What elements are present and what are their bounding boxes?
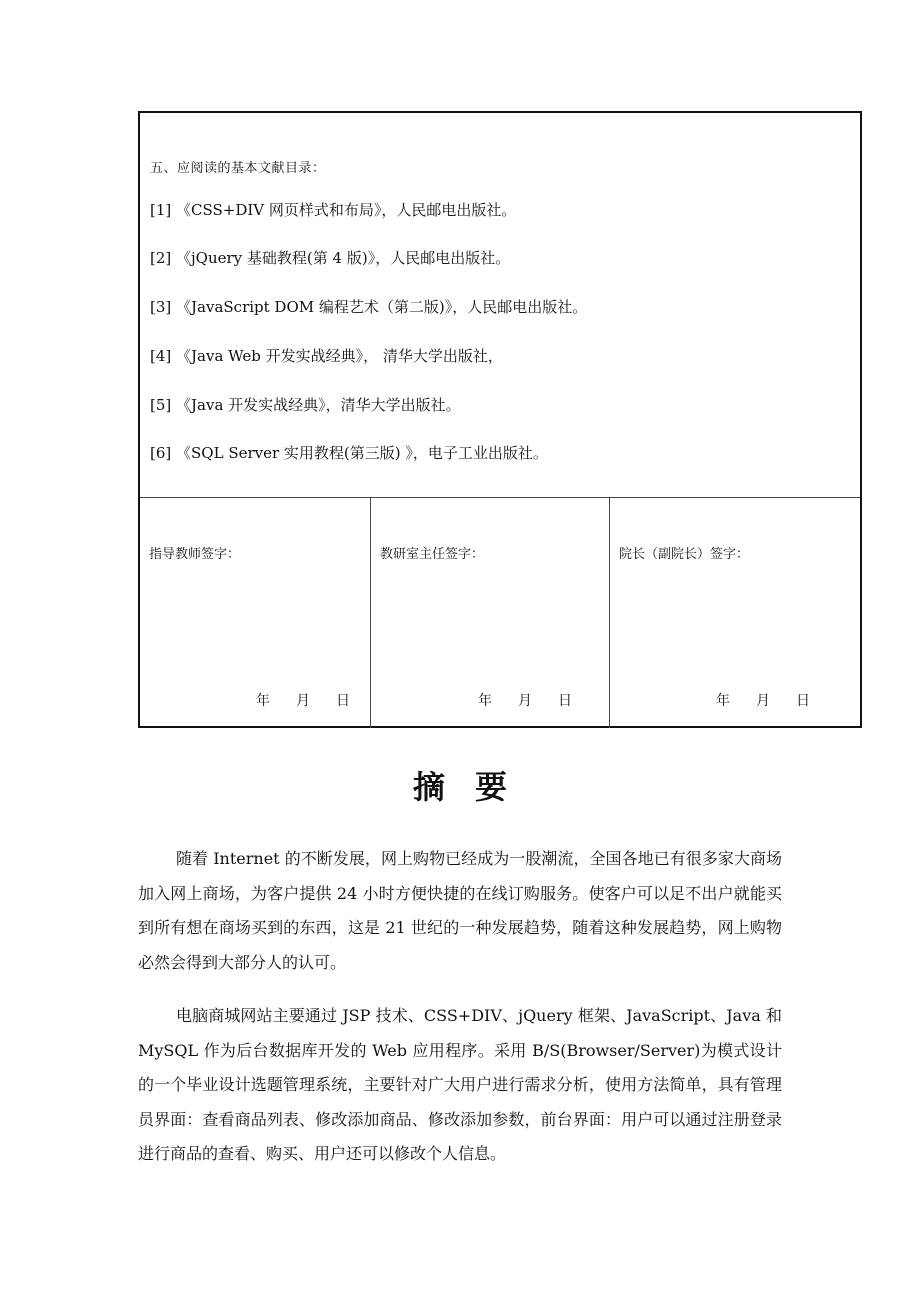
abstract-paragraph: 随着 Internet 的不断发展，网上购物已经成为一股潮流，全国各地已有很多家大商场加入网上商场，为客户提供 24 小时方便快捷的在线订购服务。使客户可以足不出户就能买到所有想在商场买到的东西，这是 21 世纪的一种发展趋势，随着这种发展趋势，网上购物必然会得到大部分人的认可。 [138, 849, 782, 972]
reference-item: [1] 《CSS+DIV 网页样式和布局》，人民邮电出版社。 [150, 201, 517, 219]
date-year-label: 年 [256, 693, 270, 709]
dean-signature-label: 院长（副院长）签字： [619, 547, 750, 562]
signature-row [140, 498, 860, 728]
date-month-label: 月 [296, 693, 310, 709]
date-year-label: 年 [716, 693, 730, 709]
reference-item: [5] 《Java 开发实战经典》，清华大学出版社。 [150, 396, 461, 414]
dean-signature-cell [610, 498, 862, 728]
date-month-label: 月 [756, 693, 770, 709]
reference-item: [4] 《Java Web 开发实战经典》， 清华大学出版社， [150, 347, 503, 365]
office-head-signature-label: 教研室主任签字： [380, 547, 485, 562]
abstract-title: 摘要 [412, 768, 537, 806]
references-heading: 五、应阅读的基本文献目录： [150, 161, 326, 176]
dean-signature-date [716, 690, 810, 710]
date-year-label: 年 [478, 693, 492, 709]
advisor-signature-date [256, 690, 350, 710]
references-cell [140, 113, 860, 498]
reference-item: [3] 《JavaScript DOM 编程艺术（第二版)》，人民邮电出版社。 [150, 298, 588, 316]
abstract-paragraph: 电脑商城网站主要通过 JSP 技术、CSS+DIV、jQuery 框架、JavaScript、Java 和 MySQL 作为后台数据库开发的 Web 应用程序。采用 B/S(Browser/Server)为模式设计的一个毕业设计选题管理系统，主要针对广大用户进行需求分析，使用方法简单，具有管理员界面：查看商品列表、修改添加商品、修改添加参数，前台界面：用户可以通过注册登录进行商品的查看、购买、用户还可以修改个人信息。 [138, 1006, 782, 1163]
office-head-signature-date [478, 690, 572, 710]
advisor-signature-label: 指导教师签字： [149, 547, 241, 562]
date-month-label: 月 [518, 693, 532, 709]
date-day-label: 日 [336, 693, 350, 709]
reference-item: [6] 《SQL Server 实用教程(第三版) 》，电子工业出版社。 [150, 444, 548, 462]
date-day-label: 日 [558, 693, 572, 709]
office-head-signature-cell [371, 498, 610, 728]
advisor-signature-cell [140, 498, 371, 728]
reference-item: [2] 《jQuery 基础教程(第 4 版)》，人民邮电出版社。 [150, 249, 511, 267]
task-form-table [138, 111, 862, 728]
date-day-label: 日 [796, 693, 810, 709]
